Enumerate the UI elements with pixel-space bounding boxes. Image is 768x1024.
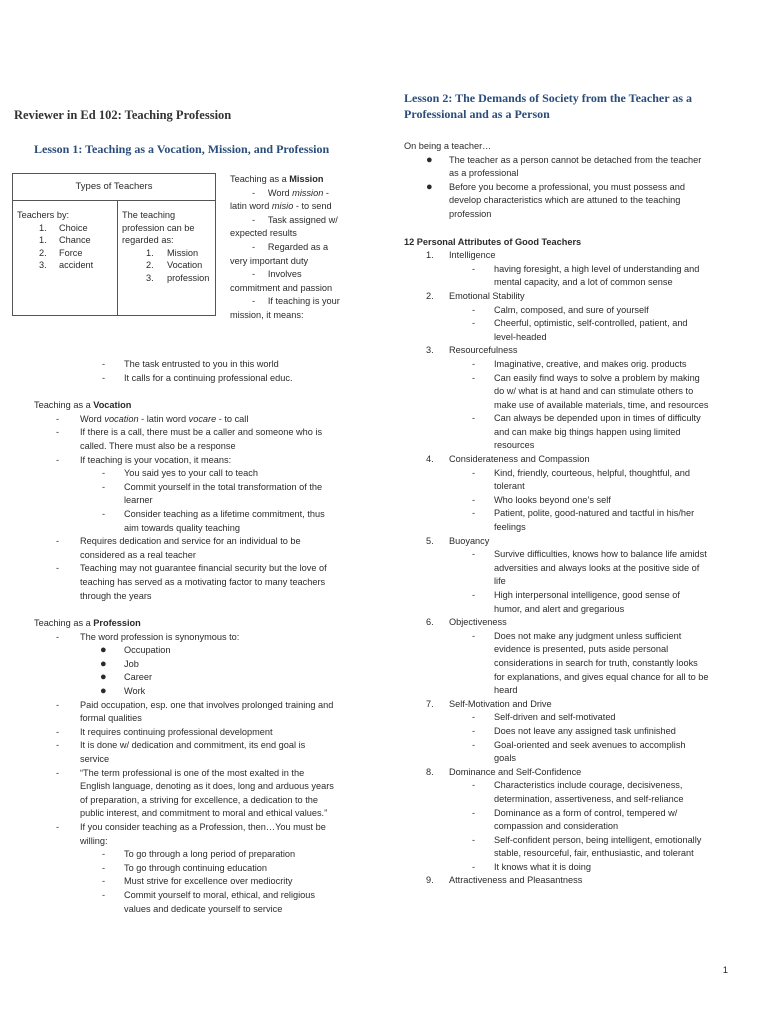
list-number: 2. bbox=[146, 260, 154, 270]
list-item-line: The teacher as a person cannot be detached from the teacher bbox=[449, 154, 702, 165]
list-item-line: level-headed bbox=[494, 331, 547, 342]
list-marker: - bbox=[472, 358, 476, 369]
list-marker: - bbox=[102, 481, 106, 492]
attribute-sub-item bbox=[404, 467, 734, 494]
list-marker: - bbox=[56, 427, 60, 438]
list-item-line: “The term professional is one of the most exalted in the bbox=[80, 767, 305, 778]
list-marker: ● bbox=[426, 153, 433, 166]
list-marker: - bbox=[102, 372, 106, 383]
list-marker: ● bbox=[100, 644, 107, 657]
list-item-line: Paid occupation, esp. one that involves prolonged training and bbox=[80, 699, 334, 710]
profession-item bbox=[14, 821, 366, 848]
attribute-number: 8. bbox=[426, 766, 434, 777]
profession-item bbox=[14, 699, 366, 726]
list-item-line: make use of available materials, time, and resources bbox=[494, 399, 709, 410]
list-item-line: feelings bbox=[494, 522, 526, 533]
list-item-line: Who looks beyond one’s self bbox=[494, 494, 611, 505]
mission-sub-item bbox=[14, 372, 366, 386]
attribute-sub-item bbox=[404, 263, 734, 290]
list-item-line: High interpersonal intelligence, good sense of bbox=[494, 590, 680, 600]
vocation-item bbox=[14, 454, 366, 468]
list-item-line: Self-confident person, being intelligent, emotionally bbox=[494, 834, 702, 845]
table-col1-head: Teachers by: bbox=[17, 210, 70, 220]
list-marker: ● bbox=[100, 671, 107, 684]
lesson2-title bbox=[404, 90, 734, 122]
list-item-line: Does not make any judgment unless sufficient bbox=[494, 630, 682, 641]
list-marker: - bbox=[56, 631, 60, 642]
list-item-line: Must strive for excellence over mediocrity bbox=[124, 876, 293, 887]
attribute-number: 1. bbox=[426, 250, 434, 261]
list-item-line: The word profession is synonymous to: bbox=[80, 631, 240, 642]
list-marker: ● bbox=[426, 180, 433, 193]
list-marker: - bbox=[56, 740, 60, 751]
table-list-item bbox=[17, 222, 113, 235]
list-item-line: It is done w/ dedication and commitment, its end goal is bbox=[80, 740, 306, 751]
list-marker: - bbox=[472, 834, 476, 845]
attribute-item bbox=[404, 535, 734, 549]
list-marker: - bbox=[472, 739, 476, 750]
list-marker: ● bbox=[100, 657, 107, 670]
list-marker: - bbox=[102, 862, 106, 873]
list-item-line: through the years bbox=[80, 590, 152, 601]
profession-sub-item bbox=[14, 889, 366, 916]
attribute-sub-item bbox=[404, 507, 734, 534]
list-item-line: Can always be depended upon in times of difficulty bbox=[494, 413, 701, 424]
list-marker: - bbox=[472, 508, 476, 519]
list-item-line: public interest, and commitment to moral and ethical values.” bbox=[80, 808, 328, 819]
list-marker: - bbox=[472, 318, 476, 329]
list-item-line: If teaching is your vocation, it means: bbox=[80, 454, 232, 465]
vocation-sub-item bbox=[14, 467, 366, 481]
attribute-sub-item bbox=[404, 725, 734, 739]
profession-item bbox=[14, 726, 366, 740]
profession-item bbox=[14, 767, 366, 821]
attribute-name: Considerateness and Compassion bbox=[449, 454, 590, 465]
lesson2-bullet bbox=[404, 154, 734, 181]
mission-item: - Task assigned w/ bbox=[252, 214, 338, 225]
attribute-item bbox=[404, 766, 734, 780]
mission-item-cont: commitment and passion bbox=[230, 282, 333, 293]
list-item-line: life bbox=[494, 576, 506, 587]
list-item-line: stable, resourceful, fair, enthusiastic, and tolerant bbox=[494, 848, 694, 859]
synonym-item bbox=[14, 658, 366, 672]
lesson2-intro: On being a teacher… bbox=[404, 141, 492, 151]
table-list-item bbox=[17, 259, 113, 272]
list-item-line: as a professional bbox=[449, 168, 519, 179]
list-marker: - bbox=[472, 861, 476, 872]
list-number: 1. bbox=[146, 247, 154, 258]
vocation-item bbox=[14, 426, 366, 453]
list-item-line: develop characteristics which are attuned to the teaching bbox=[449, 195, 681, 206]
list-item-line: Consider teaching as a lifetime commitment, thus bbox=[124, 508, 325, 519]
attribute-item bbox=[404, 290, 734, 304]
list-item-line: profession bbox=[449, 208, 492, 219]
table-cell-regarded-as bbox=[118, 201, 216, 316]
right-column bbox=[404, 90, 734, 888]
list-item-line: compassion and consideration bbox=[494, 821, 619, 832]
list-marker: - bbox=[102, 508, 106, 519]
vocation-item bbox=[14, 562, 366, 603]
attributes-list bbox=[404, 249, 734, 888]
list-item-line: heard bbox=[494, 685, 518, 696]
list-item-line: Before you become a professional, you must possess and bbox=[449, 181, 685, 192]
attribute-sub-item bbox=[404, 317, 734, 344]
attribute-number: 6. bbox=[426, 617, 434, 628]
attribute-sub-item bbox=[404, 739, 734, 766]
attribute-item bbox=[404, 616, 734, 630]
attribute-sub-item bbox=[404, 779, 734, 806]
mission-item-cont: expected results bbox=[230, 228, 297, 239]
list-item-line: The task entrusted to you in this world bbox=[124, 359, 279, 369]
list-item-line: adversities and always looks at the positive side of bbox=[494, 562, 700, 573]
attribute-name: Resourcefulness bbox=[449, 345, 518, 356]
list-item-line: Vocation bbox=[167, 260, 203, 270]
mission-item-cont: mission, it means: bbox=[230, 309, 304, 320]
list-item-line: Teaching may not guarantee financial security but the love of bbox=[80, 563, 327, 574]
mission-heading: Teaching as a Mission bbox=[230, 174, 324, 184]
list-marker: - bbox=[472, 494, 476, 505]
vocation-items bbox=[14, 426, 366, 603]
list-item-line: having foresight, a high level of understanding and bbox=[494, 263, 700, 274]
attribute-item bbox=[404, 698, 734, 712]
list-marker: - bbox=[472, 780, 476, 791]
list-marker: ● bbox=[100, 685, 107, 698]
list-item-line: Survive difficulties, knows how to balance life amidst bbox=[494, 549, 707, 560]
list-item-line: aim towards quality teaching bbox=[124, 522, 240, 533]
list-item-line: willing: bbox=[80, 835, 108, 846]
list-item-line: formal qualities bbox=[80, 713, 142, 724]
table-col2-list bbox=[122, 247, 211, 285]
profession-sub-item bbox=[14, 875, 366, 889]
attribute-sub-item bbox=[404, 358, 734, 372]
attribute-name: Attractiveness and Pleasantness bbox=[449, 875, 583, 886]
attribute-sub-item bbox=[404, 807, 734, 834]
list-item-line: goals bbox=[494, 753, 516, 764]
list-item-line: Does not leave any assigned task unfinished bbox=[494, 725, 676, 736]
list-item-line: learner bbox=[124, 495, 153, 506]
list-number: 1. bbox=[39, 222, 47, 233]
list-marker: - bbox=[472, 807, 476, 818]
mission-item-cont: very important duty bbox=[230, 255, 309, 266]
mission-item: - If teaching is your bbox=[252, 296, 340, 307]
list-marker: - bbox=[56, 454, 60, 465]
list-marker: - bbox=[102, 889, 106, 900]
list-item-line: considered as a real teacher bbox=[80, 549, 196, 560]
list-marker: - bbox=[472, 263, 476, 274]
list-item-line: values and dedicate yourself to service bbox=[124, 903, 283, 914]
attribute-item bbox=[404, 874, 734, 888]
table-header: Types of Teachers bbox=[13, 174, 216, 201]
list-item-line: and can make big things happen using limited bbox=[494, 426, 681, 437]
list-item-line: Force bbox=[59, 247, 83, 258]
list-item-line: Can easily find ways to solve a problem by making bbox=[494, 372, 700, 383]
list-marker: - bbox=[102, 359, 106, 369]
list-item-line: Goal-oriented and seek avenues to accomplish bbox=[494, 739, 686, 750]
attribute-name: Intelligence bbox=[449, 250, 496, 261]
lesson2-bullet bbox=[404, 181, 734, 222]
vocation-item bbox=[14, 535, 366, 562]
list-number: 1. bbox=[39, 235, 47, 245]
table-list-item bbox=[17, 234, 113, 247]
mission-sub-list bbox=[14, 358, 366, 385]
list-item-line: You said yes to your call to teach bbox=[124, 468, 258, 479]
list-item-line: To go through continuing education bbox=[124, 862, 268, 873]
list-item-line: Work bbox=[124, 686, 146, 697]
attribute-number: 5. bbox=[426, 535, 434, 546]
list-item-line: If there is a call, there must be a caller and someone who is bbox=[80, 427, 323, 438]
attribute-item bbox=[404, 453, 734, 467]
list-marker: - bbox=[472, 304, 476, 315]
attribute-name: Buoyancy bbox=[449, 535, 490, 546]
list-item-line: resources bbox=[494, 440, 535, 451]
vocation-section bbox=[14, 399, 366, 603]
vocation-sub-item bbox=[14, 508, 366, 535]
list-item-line: tolerant bbox=[494, 481, 525, 492]
attribute-number: 4. bbox=[426, 454, 434, 465]
attribute-sub-item bbox=[404, 861, 734, 875]
profession-sub-item bbox=[14, 848, 366, 862]
list-marker: - bbox=[472, 372, 476, 383]
attribute-name: Self-Motivation and Drive bbox=[449, 698, 552, 709]
list-item-line: for explanations, and gives equal chance for all to be bbox=[494, 671, 709, 682]
page-number: 1 bbox=[722, 965, 728, 976]
list-item-line: Characteristics include courage, decisiveness, bbox=[494, 780, 683, 791]
profession-section bbox=[14, 617, 366, 916]
mission-item: - Word mission - bbox=[252, 187, 329, 198]
list-item-line: Requires dedication and service for an individual to be bbox=[80, 536, 301, 547]
list-marker: - bbox=[102, 849, 106, 860]
list-number: 2. bbox=[39, 247, 47, 258]
list-item-line: Self-driven and self-motivated bbox=[494, 712, 616, 723]
list-marker: - bbox=[102, 468, 106, 479]
lesson2-title-line: Lesson 2: The Demands of Society from the Teacher as a bbox=[404, 91, 692, 105]
list-item-line: profession bbox=[167, 272, 210, 283]
attribute-name: Objectiveness bbox=[449, 617, 507, 628]
list-marker: - bbox=[56, 726, 60, 737]
list-marker: - bbox=[472, 725, 476, 736]
attribute-sub-item bbox=[404, 412, 734, 453]
list-item-line: Commit yourself in the total transformation of the bbox=[124, 481, 323, 492]
types-of-teachers-table bbox=[12, 173, 216, 316]
mission-item-cont: latin word misio - to send bbox=[230, 201, 332, 212]
list-item-line: called. There must also be a response bbox=[80, 440, 236, 451]
list-marker: - bbox=[56, 699, 60, 710]
table-list-item bbox=[122, 247, 211, 260]
list-number: 3. bbox=[146, 272, 154, 283]
mission-item: - Regarded as a bbox=[252, 241, 329, 252]
mission-item: - Involves bbox=[252, 269, 302, 280]
profession-item bbox=[14, 739, 366, 766]
list-item-line: Chance bbox=[59, 235, 91, 245]
list-item-line: Imaginative, creative, and makes orig. products bbox=[494, 358, 687, 369]
lesson1-title: Lesson 1: Teaching as a Vocation, Mission, and Profession bbox=[34, 142, 330, 156]
list-marker: - bbox=[472, 630, 476, 641]
list-marker: - bbox=[56, 536, 60, 547]
left-column bbox=[14, 108, 366, 916]
synonym-item bbox=[14, 671, 366, 685]
list-item-line: of preparation, a striving for excellence, a dedication to the bbox=[80, 794, 318, 805]
mission-section bbox=[230, 173, 360, 323]
list-item-line: It requires continuing professional development bbox=[80, 726, 273, 737]
list-item-line: accident bbox=[59, 260, 94, 270]
attribute-sub-item bbox=[404, 834, 734, 861]
list-item-line: Commit yourself to moral, ethical, and religious bbox=[124, 889, 315, 900]
profession-heading: Teaching as a Profession bbox=[34, 618, 141, 629]
list-item-line: Cheerful, optimistic, self-controlled, patient, and bbox=[494, 318, 688, 329]
attribute-name: Emotional Stability bbox=[449, 290, 525, 301]
list-item-line: Dominance as a form of control, tempered w/ bbox=[494, 807, 678, 818]
list-marker: - bbox=[472, 590, 476, 600]
attribute-sub-item bbox=[404, 548, 734, 589]
attributes-heading: 12 Personal Attributes of Good Teachers bbox=[404, 236, 582, 247]
attribute-number: 9. bbox=[426, 875, 434, 886]
list-item-line: Calm, composed, and sure of yourself bbox=[494, 304, 649, 315]
list-item-line: mental capacity, and a lot of common sense bbox=[494, 277, 673, 288]
attribute-number: 2. bbox=[426, 290, 434, 301]
list-item-line: Occupation bbox=[124, 645, 171, 656]
vocation-sub-item bbox=[14, 481, 366, 508]
attribute-number: 7. bbox=[426, 698, 434, 709]
table-list-item bbox=[122, 272, 211, 285]
lesson2-bullets bbox=[404, 154, 734, 222]
mission-sub-item bbox=[14, 358, 366, 372]
list-item-line: It calls for a continuing professional educ. bbox=[124, 372, 293, 383]
attribute-name: Dominance and Self-Confidence bbox=[449, 766, 582, 777]
attribute-sub-item bbox=[404, 589, 734, 616]
list-item-line: Career bbox=[124, 672, 153, 683]
list-number: 3. bbox=[39, 260, 47, 270]
profession-item bbox=[14, 631, 366, 645]
list-marker: - bbox=[472, 549, 476, 560]
profession-items bbox=[14, 631, 366, 916]
list-marker: - bbox=[56, 822, 60, 832]
list-item-line: Mission bbox=[167, 247, 199, 258]
list-item-line: Choice bbox=[59, 222, 88, 233]
vocation-heading: Teaching as a Vocation bbox=[34, 400, 132, 411]
list-item-line: Kind, friendly, courteous, helpful, thoughtful, and bbox=[494, 467, 690, 478]
list-marker: - bbox=[472, 467, 476, 478]
document-title: Reviewer in Ed 102: Teaching Profession bbox=[14, 108, 232, 122]
table-list-item bbox=[17, 247, 113, 260]
list-marker: - bbox=[56, 767, 60, 778]
attribute-number: 3. bbox=[426, 345, 434, 356]
list-item-line: do w/ what is at hand and can stimulate others to bbox=[494, 386, 694, 397]
list-marker: - bbox=[472, 413, 476, 424]
attribute-item bbox=[404, 249, 734, 263]
list-item-line: considerations in search for truth, constantly looks bbox=[494, 657, 698, 668]
profession-sub-item bbox=[14, 862, 366, 876]
synonym-item bbox=[14, 644, 366, 658]
table-cell-teachers-by bbox=[13, 201, 118, 316]
list-marker: - bbox=[56, 563, 60, 574]
list-item-line: English language, denoting as it does, long and arduous years bbox=[80, 781, 334, 792]
list-item-line: Patient, polite, good-natured and tactful in his/her bbox=[494, 508, 695, 519]
table-col1-list bbox=[17, 222, 113, 272]
attribute-sub-item bbox=[404, 630, 734, 698]
attribute-sub-item bbox=[404, 304, 734, 318]
list-item-line: If you consider teaching as a Profession, then…You must be bbox=[80, 822, 326, 832]
list-marker: - bbox=[472, 712, 476, 723]
attribute-item bbox=[404, 344, 734, 358]
list-item-line: To go through a long period of preparation bbox=[124, 849, 296, 860]
table-list-item bbox=[122, 259, 211, 272]
list-item-line: Job bbox=[124, 658, 139, 669]
list-item-line: humor, and alert and gregarious bbox=[494, 603, 625, 614]
attribute-sub-item bbox=[404, 711, 734, 725]
list-marker: - bbox=[102, 876, 106, 887]
lesson1-top-section bbox=[14, 173, 366, 363]
list-item-line: evidence is presented, puts aside personal bbox=[494, 644, 669, 655]
vocation-item: - Word vocation - latin word vocare - to call bbox=[56, 413, 249, 424]
attribute-sub-item bbox=[404, 494, 734, 508]
synonym-item bbox=[14, 685, 366, 699]
list-item-line: determination, assertiveness, and self-reliance bbox=[494, 793, 684, 804]
lesson2-title-line: Professional and as a Person bbox=[404, 107, 550, 121]
table-col2-head: The teaching profession can be regarded as: bbox=[122, 210, 195, 245]
list-item-line: service bbox=[80, 754, 110, 765]
list-item-line: It knows what it is doing bbox=[494, 861, 592, 872]
list-item-line: teaching has served as a motivating factor to many teachers bbox=[80, 576, 326, 587]
attribute-sub-item bbox=[404, 372, 734, 413]
